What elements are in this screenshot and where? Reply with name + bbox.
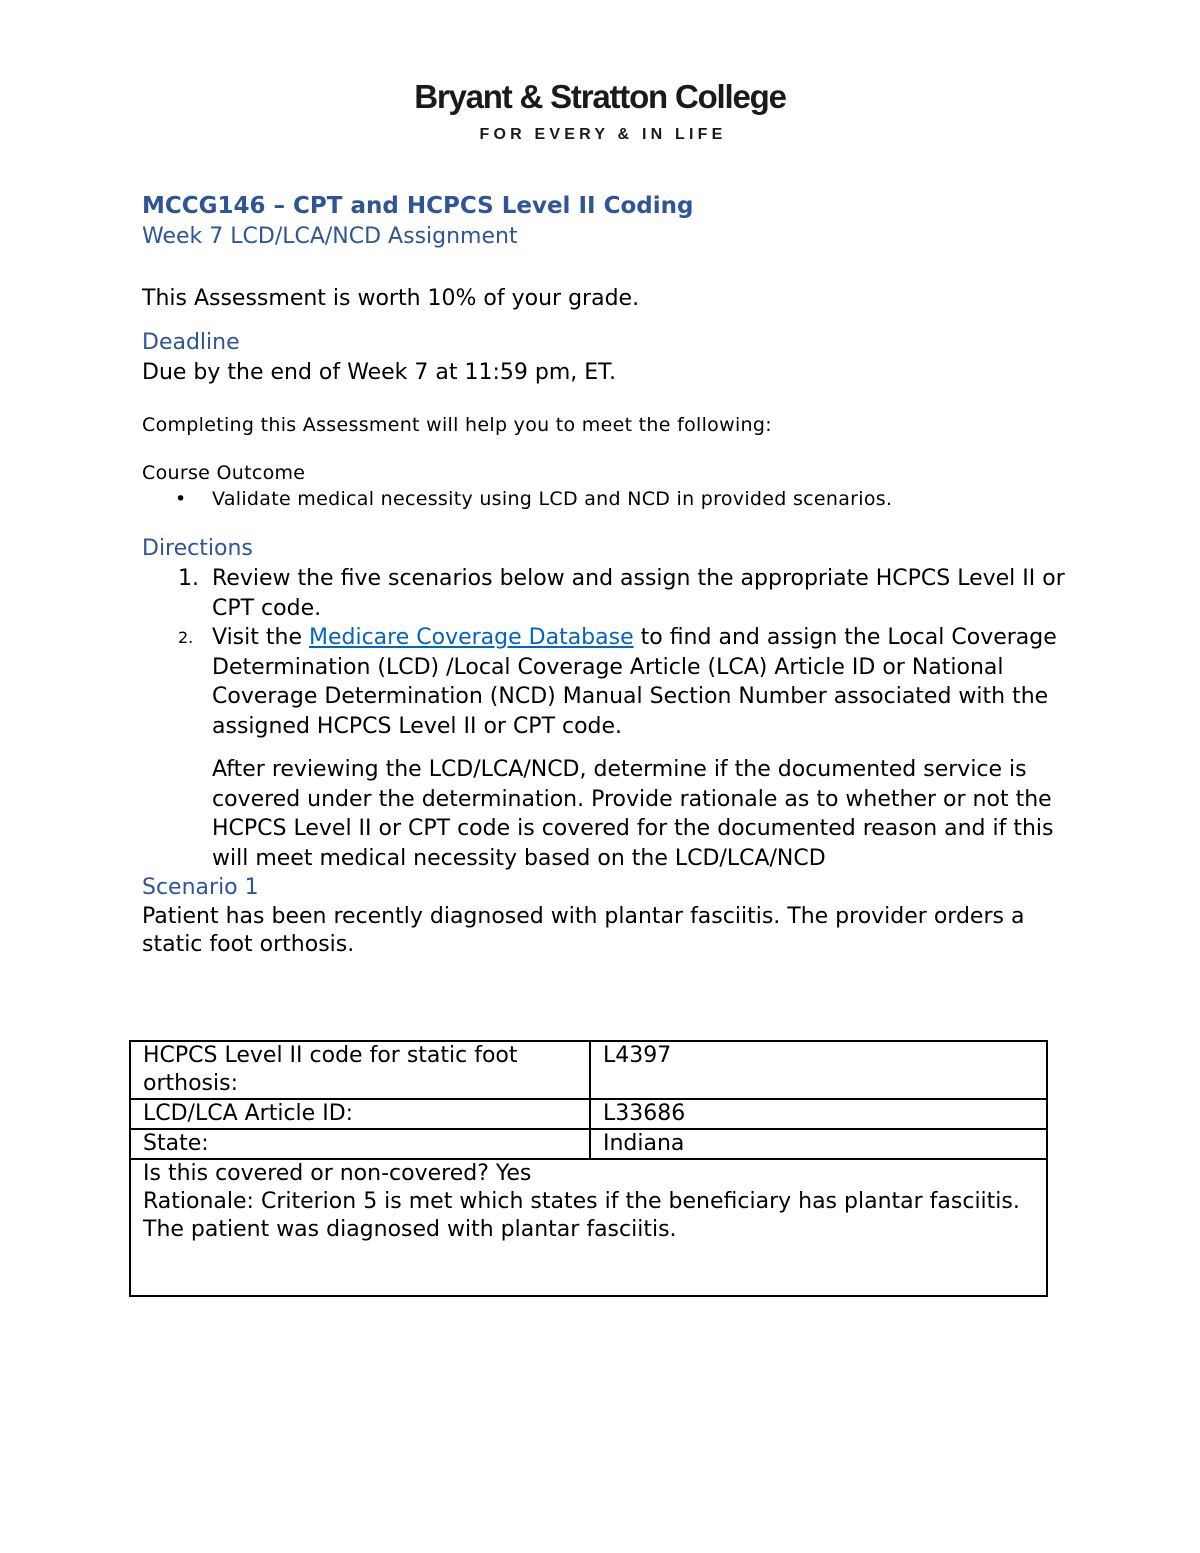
document-body xyxy=(142,190,1072,959)
college-logo xyxy=(0,78,1200,144)
directions-list xyxy=(142,564,1072,741)
course-outcome-heading: Course Outcome xyxy=(142,462,306,484)
table-row xyxy=(130,1159,1047,1296)
deadline-heading: Deadline xyxy=(142,330,240,355)
list-number: 1. xyxy=(178,566,199,591)
directions-heading: Directions xyxy=(142,536,253,561)
assignment-title: Week 7 LCD/LCA/NCD Assignment xyxy=(142,224,518,249)
course-title: MCCG146 – CPT and HCPCS Level II Coding xyxy=(142,193,694,219)
direction-text: Review the five scenarios below and assign the appropriate HCPCS Level II or CPT code. xyxy=(212,566,1065,621)
logo-tagline: FOR EVERY & IN LIFE xyxy=(479,126,727,143)
deadline-text: Due by the end of Week 7 at 11:59 pm, ET. xyxy=(142,360,616,385)
row-label: LCD/LCA Article ID: xyxy=(130,1099,590,1129)
row-value: L33686 xyxy=(590,1099,1047,1129)
row-value: Indiana xyxy=(590,1129,1047,1159)
direction-text-after: to find and assign the Local Coverage Determination (LCD) /Local Coverage Article (LCA) Article ID or National Coverage Determination (NCD) Manual Section Number associated with the assigned HCPCS Level II or CPT code. xyxy=(212,625,1057,739)
directions-followup: After reviewing the LCD/LCA/NCD, determine if the documented service is covered under the determination. Provide rationale as to whether or not the HCPCS Level II or CPT code is covered for the documented reason and if this will meet medical necessity based on the LCD/LCA/NCD xyxy=(212,757,1054,871)
answer-table xyxy=(129,1040,1048,1297)
row-label: HCPCS Level II code for static foot orthosis: xyxy=(130,1041,590,1099)
list-item xyxy=(142,486,1072,512)
assessment-worth: This Assessment is worth 10% of your grade. xyxy=(142,286,640,311)
row-value: L4397 xyxy=(590,1041,1047,1099)
outcome-text: Validate medical necessity using LCD and NCD in provided scenarios. xyxy=(212,488,893,510)
covered-line: Is this covered or non-covered? Yes xyxy=(143,1161,532,1186)
table-row xyxy=(130,1129,1047,1159)
table-row xyxy=(130,1041,1047,1099)
scenario-heading: Scenario 1 xyxy=(142,875,259,900)
list-item xyxy=(142,623,1072,741)
medicare-coverage-database-link[interactable]: Medicare Coverage Database xyxy=(308,625,634,650)
row-label: State: xyxy=(130,1129,590,1159)
logo-name: Bryant & Stratton College xyxy=(414,78,786,115)
coverage-cell xyxy=(130,1159,1047,1296)
scenario-text: Patient has been recently diagnosed with plantar fasciitis. The provider orders a static foot orthosis. xyxy=(142,904,1025,957)
bullet-icon: • xyxy=(175,488,187,510)
list-item xyxy=(142,564,1072,623)
completing-text: Completing this Assessment will help you to meet the following: xyxy=(142,414,772,436)
course-outcome-list xyxy=(142,486,1072,512)
table-row xyxy=(130,1099,1047,1129)
direction-text-before: Visit the xyxy=(212,625,309,650)
rationale-text: Rationale: Criterion 5 is met which states if the beneficiary has plantar fasciitis. The patient was diagnosed with plantar fasciitis. xyxy=(143,1189,1020,1242)
list-number: 2. xyxy=(178,628,194,647)
